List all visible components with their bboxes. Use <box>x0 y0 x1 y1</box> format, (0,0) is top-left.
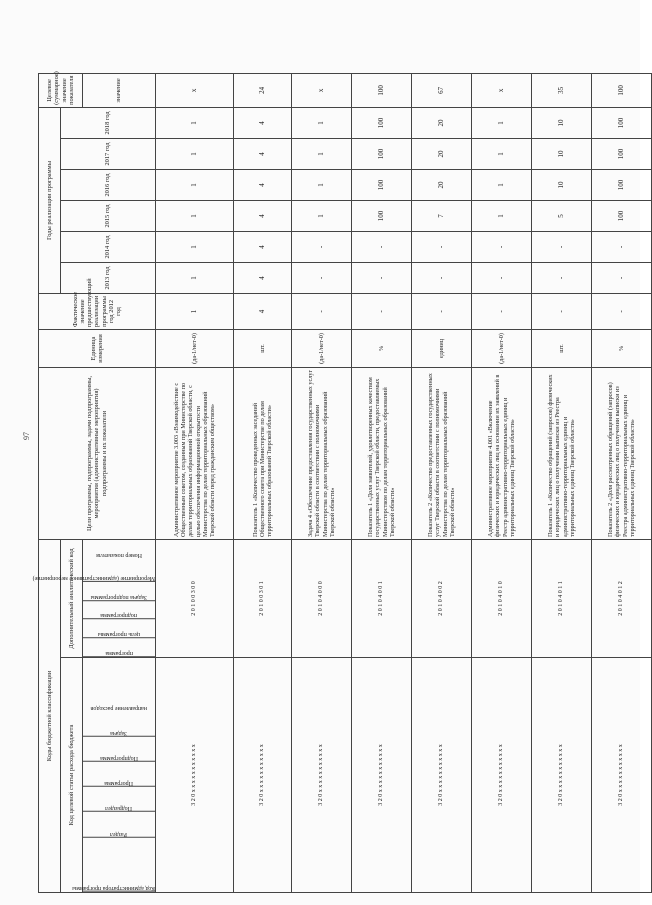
row-year-value: 1 <box>472 169 532 200</box>
row-budget-code: 3 2 0 x x x x x x x x x x x <box>592 658 652 893</box>
header-extra-nomer: Номер показателя <box>96 551 142 558</box>
row-result: x <box>472 73 532 107</box>
header-zadacha: Задача <box>83 711 155 736</box>
row-extra-code: 2 0 1 0 4 0 1 1 <box>532 539 592 657</box>
header-budget-codes: Коды бюджетной классификации <box>39 539 61 892</box>
row-year-value: 20 <box>412 169 472 200</box>
row-year-value: 1 <box>472 200 532 231</box>
row-year-value: - <box>592 231 652 262</box>
row-year-value: - <box>472 231 532 262</box>
row-year-value: 1 <box>156 138 234 169</box>
header-podrazdel: Подраздел <box>83 787 155 812</box>
row-unit: шт. <box>532 329 592 367</box>
header-year-2015: 2015 год <box>61 200 156 231</box>
row-budget-code: 3 2 0 x x x x x x x x x x x <box>352 658 412 893</box>
row-extra-code: 2 0 1 0 4 0 1 2 <box>592 539 652 657</box>
row-name: Административное мероприятие 3.003 «Взаимодействие с Общественным советом, созданным при Министерстве по делам территориальных образований Тверской области, с целью обеспечения информационной открытости Министерства по делам территориальных образований Тверской области перед гражданским обществом» <box>156 367 234 539</box>
rotated-table-frame <box>32 71 636 893</box>
row-extra-code: 2 0 1 0 4 0 0 2 <box>412 539 472 657</box>
row-year-value: - <box>472 262 532 293</box>
row-unit: единиц <box>412 329 472 367</box>
row-year-value: 1 <box>292 169 352 200</box>
header-podprogramma: Подпрограмма <box>83 737 155 762</box>
row-extra-code: 2 0 1 0 0 3 0 1 <box>234 539 292 657</box>
row-budget-code: 3 2 0 x x x x x x x x x x x <box>472 658 532 893</box>
row-year-value: 100 <box>352 169 412 200</box>
header-extra-cel: цель программы <box>83 619 155 638</box>
row-result: 100 <box>352 73 412 107</box>
row-budget-code: 3 2 0 x x x x x x x x x x x <box>234 658 292 893</box>
header-extra-podprogramma: подпрограмма <box>83 601 155 620</box>
header-programma: Программа <box>83 762 155 787</box>
row-year-value: 100 <box>352 200 412 231</box>
header-year-2013: 2013 год <box>61 262 156 293</box>
row-year-value: 100 <box>352 138 412 169</box>
row-year-value: - <box>292 231 352 262</box>
row-year-value: 20 <box>412 107 472 138</box>
row-extra-code: 2 0 1 0 4 0 0 0 <box>292 539 352 657</box>
program-indicators-table <box>32 71 652 893</box>
row-year-value: 1 <box>156 169 234 200</box>
row-year-value: 1 <box>472 138 532 169</box>
row-fact: 1 <box>156 293 234 329</box>
row-year-value: 4 <box>234 169 292 200</box>
table-row <box>352 73 412 892</box>
row-budget-code: 3 2 0 x x x x x x x x x x x <box>532 658 592 893</box>
row-name: Административное мероприятие 4.001 «Включение физических и юридических лиц на основании их заявлений в Реестр административно-территориальных единиц и территориальных единиц Тверской области» <box>472 367 532 539</box>
header-year-2016: 2016 год <box>61 169 156 200</box>
row-fact: - <box>412 293 472 329</box>
header-extra-meropr: Мероприятие (административное мероприятие) <box>83 558 155 582</box>
row-year-value: - <box>532 231 592 262</box>
header-expense-codes: Код целевой статьи расхода бюджета <box>61 658 83 893</box>
row-year-value: - <box>352 231 412 262</box>
row-name: Задача 4 «Обеспечение предоставления государственных услуг Тверской области в соответствии с полномочиями Министерства по делам территориальных образований Тверской области» <box>292 367 352 539</box>
row-extra-code: 2 0 1 0 0 3 0 0 <box>156 539 234 657</box>
row-year-value: 10 <box>532 169 592 200</box>
row-year-value: 1 <box>292 107 352 138</box>
row-year-value: - <box>532 262 592 293</box>
row-fact: - <box>472 293 532 329</box>
header-fact-2012: Фактическое значение предшествующий реализации программы год 2012 год <box>39 293 156 329</box>
row-year-value: 100 <box>592 107 652 138</box>
row-year-value: 20 <box>412 138 472 169</box>
row-budget-code: 3 2 0 x x x x x x x x x x x <box>292 658 352 893</box>
row-fact: - <box>352 293 412 329</box>
row-result: 24 <box>234 73 292 107</box>
row-year-value: 4 <box>234 107 292 138</box>
header-razdel: Раздел <box>83 812 155 837</box>
table-row <box>532 73 592 892</box>
header-year-2018: 2018 год <box>61 107 156 138</box>
row-result: 100 <box>592 73 652 107</box>
row-extra-code: 2 0 1 0 4 0 0 1 <box>352 539 412 657</box>
row-year-value: 1 <box>292 138 352 169</box>
header-napravlenie: направление расходов <box>90 705 148 712</box>
row-year-value: 100 <box>592 200 652 231</box>
row-year-value: 4 <box>234 138 292 169</box>
row-fact: - <box>532 293 592 329</box>
row-unit: (да-1/нет-0) <box>292 329 352 367</box>
row-year-value: 1 <box>292 200 352 231</box>
row-name: Показатель 1 «Количество проведенных заседаний Общественного совета при Министерстве по делам территориальных образований Тверской области» <box>234 367 292 539</box>
row-budget-code: 3 2 0 x x x x x x x x x x x <box>156 658 234 893</box>
row-unit: шт. <box>234 329 292 367</box>
row-year-value: 1 <box>156 200 234 231</box>
header-year-2017: 2017 год <box>61 138 156 169</box>
row-year-value: 4 <box>234 262 292 293</box>
row-unit: % <box>592 329 652 367</box>
table-row <box>472 73 532 892</box>
row-year-value: 5 <box>532 200 592 231</box>
row-year-value: 10 <box>532 138 592 169</box>
row-fact: 4 <box>234 293 292 329</box>
table-row <box>292 73 352 892</box>
row-year-value: 1 <box>156 107 234 138</box>
row-fact: - <box>592 293 652 329</box>
row-year-value: - <box>412 231 472 262</box>
row-result: x <box>292 73 352 107</box>
table-row <box>156 73 234 892</box>
row-year-value: 100 <box>352 107 412 138</box>
row-year-value: 1 <box>156 262 234 293</box>
row-year-value: 100 <box>592 138 652 169</box>
table-body <box>156 73 652 892</box>
header-budget-subcolumns <box>72 658 156 893</box>
header-admin-code: Код администратора программы <box>83 838 155 892</box>
row-unit: % <box>352 329 412 367</box>
header-unit: Единица измерения <box>39 329 156 367</box>
page-number: 97 <box>22 432 31 440</box>
row-year-value: 100 <box>592 169 652 200</box>
row-name: Показатель 2 «Количество предоставленных государственных услуг Тверской области в соответствии с полномочиями Министерства по делам территориальных образований Тверской области» <box>412 367 472 539</box>
row-year-value: - <box>292 262 352 293</box>
row-year-value: 1 <box>156 231 234 262</box>
row-unit: (да-1/нет-0) <box>472 329 532 367</box>
header-result-group: Целевое (суммарное) значение показателя <box>39 73 83 107</box>
row-year-value: 10 <box>532 107 592 138</box>
table-row <box>234 73 292 892</box>
header-year-2014: 2014 год <box>61 231 156 262</box>
row-result: 35 <box>532 73 592 107</box>
header-extra-code: Дополнительный аналитический код <box>61 539 83 657</box>
row-year-value: 4 <box>234 200 292 231</box>
row-result: 67 <box>412 73 472 107</box>
row-year-value: - <box>592 262 652 293</box>
table-row <box>592 73 652 892</box>
header-extra-zadacha: Задача подпрограммы <box>83 582 155 601</box>
header-result-value: значение <box>83 73 156 107</box>
row-result: x <box>156 73 234 107</box>
row-year-value: - <box>412 262 472 293</box>
row-year-value: 7 <box>412 200 472 231</box>
row-year-value: 1 <box>472 107 532 138</box>
header-name-column: Цели программы, подпрограммы, задачи подпрограммы, мероприятия (административные мероприятия) подпрограммы и их показатели <box>39 367 156 539</box>
row-unit: (да-1/нет-0) <box>156 329 234 367</box>
header-years-group: Годы реализации программы <box>39 107 61 293</box>
row-extra-code: 2 0 1 0 4 0 1 0 <box>472 539 532 657</box>
table-row <box>412 73 472 892</box>
row-name: Показатель 2 «Доля рассмотренных обращений (запросов) физических и юридических лиц о получении выписки из Реестра административно-территориальных единиц и территориальных единиц Тверской области» <box>592 367 652 539</box>
row-fact: - <box>292 293 352 329</box>
row-name: Показатель 1 «Доля заявителей, удовлетворенных качеством государственных услуг Тверской области, предоставляемых Министерством по делам территориальных образований Тверской области» <box>352 367 412 539</box>
row-year-value: - <box>352 262 412 293</box>
row-name: Показатель 1 «Количество обращений (запросов) физических и юридических лиц о получении выписки из Реестра административно-территориальных единиц и территориальных единиц Тверской области» <box>532 367 592 539</box>
row-budget-code: 3 2 0 x x x x x x x x x x x <box>412 658 472 893</box>
header-extra-programma: программа <box>83 638 155 657</box>
row-year-value: 4 <box>234 231 292 262</box>
